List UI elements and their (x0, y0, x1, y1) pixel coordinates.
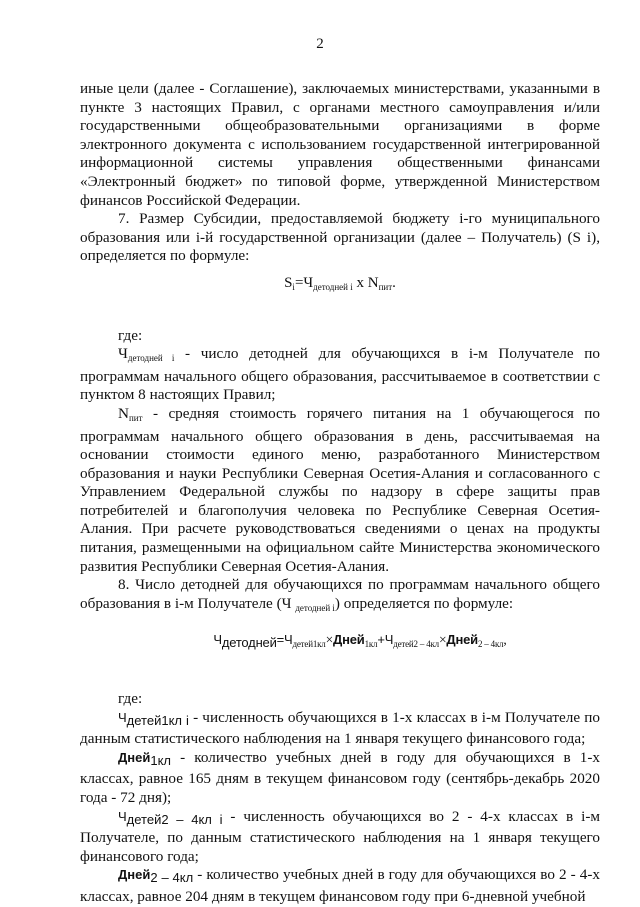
definition-n-pit (80, 405, 600, 576)
paragraph-intro: иные цели (далее - Соглашение), заключаемых министерствами, указанными в пункте 3 настоящих Правил, с органами местного самоуправления и/или государственными общеобразовательными организациями в форме электронного документа с использованием государственной интегрированной информационной системы управления общественными финансами «Электронный бюджет» по типовой форме, утвержденной Министерством финансов Российской Федерации. (80, 80, 600, 209)
def-text: - количество учебных дней в году для обучающихся во 2 - 4-х классах, равное 204 дням в текущем финансовом году при 6-дневной учебной (80, 866, 600, 905)
p8-sub: детодней i (295, 602, 335, 613)
f2-t1-sub: детей1кл (292, 639, 326, 650)
def-symbol-sub: детей2 – 4кл i (126, 811, 223, 827)
def-symbol-sub: детодней i (127, 353, 175, 364)
def-symbol: Ч (118, 808, 127, 824)
def-symbol: Дней (118, 867, 151, 883)
def-text: - численность обучающихся во 2 - 4-х классах в i-м Получателе, по данным статистического наблюдения на 1 января текущего финансового года; (80, 807, 600, 865)
definition-ch-detodnei (80, 345, 600, 405)
f2-eq: =Ч (276, 632, 293, 648)
p8-text-b: ) определяется по формуле: (334, 594, 514, 612)
f2-d2-sub: 2 – 4кл (477, 639, 504, 650)
formula-subsidy (80, 274, 600, 297)
def-symbol-sub: 2 – 4кл (150, 870, 194, 886)
formula-s-sub: i (292, 281, 295, 292)
document-body (80, 80, 600, 907)
formula-tail: . (392, 274, 396, 291)
def-symbol: Ч (118, 345, 128, 363)
f2-d1: Дней (333, 632, 365, 648)
formula-s: S (284, 274, 293, 291)
f2-d1-sub: 1кл (364, 639, 378, 650)
page-number: 2 (316, 36, 324, 52)
def-text: - число детодней для обучающихся в i-м Получателе по программам начального общего образования, рассчитываемое в соответствии с пунктом 8 настоящих Правил; (80, 345, 600, 404)
definition-deti-1kl (80, 709, 600, 749)
f2-lhs-sub: детодней (221, 635, 277, 651)
formula-times: х N (352, 274, 379, 291)
def-symbol-sub: 1кл (150, 752, 171, 768)
def-symbol-sub: детей1кл i (126, 712, 189, 728)
f2-x1: × (325, 632, 334, 648)
formula-detodni (120, 631, 600, 654)
formula-eq: =Ч (294, 274, 314, 291)
def-text: - численность обучающихся в 1-х классах в i-м Получателе по данным статистического наблюдения на 1 января текущего финансового года; (80, 708, 600, 748)
formula-n-sub: пит (378, 281, 393, 292)
f2-plus: +Ч (377, 632, 394, 648)
def-symbol: N (118, 404, 129, 422)
def-text: - количество учебных дней в году для обучающихся в 1-х классах, равное 165 дням в текущем финансовом году (сентябрь-декабрь 2020 года - 72 дня); (80, 748, 600, 806)
def-symbol-sub: пит (128, 412, 143, 423)
f2-d2: Дней (446, 632, 478, 648)
p8-text-a: 8. Число детодней для обучающихся по программам начального общего образования в i-м Получателе (Ч (80, 576, 600, 612)
definition-deti-2-4kl (80, 808, 600, 867)
where-label-2: где: (118, 690, 143, 708)
f2-t2-sub: детей2 – 4кл (393, 639, 439, 650)
def-text: - средняя стоимость горячего питания на 1 обучающегося по программам начального общего образования в день, рассчитываемая на основании стоимости единого меню, разработанного Министерством образования и науки Республики Северная Осетия-Алания и согласованного с Управлением Федеральной службы по надзору в сфере защиты прав потребителей и благополучия человека по Республике Северная Осетия-Алания. При расчете руководствоваться сведениями о ценах на продукты питания, размещенными на официальном сайте Министерства экономического развития Республики Северная Осетия-Алания. (80, 404, 600, 575)
paragraph-7: 7. Размер Субсидии, предоставляемой бюджету i-го муниципального образования или i-й государственной организации (далее – Получатель) (S i), определяется по формуле: (80, 210, 600, 265)
f2-comma: , (503, 632, 507, 648)
paragraph-8 (80, 576, 600, 617)
definition-dnei-1kl (80, 749, 600, 808)
def-symbol: Ч (118, 709, 127, 725)
formula-ch-sub: детодней i (313, 281, 353, 292)
f2-x2: × (438, 632, 447, 648)
def-symbol: Дней (118, 749, 151, 765)
definition-dnei-2-4kl (80, 866, 600, 906)
where-label-1: где: (118, 326, 143, 344)
f2-lhs: Ч (213, 632, 222, 648)
